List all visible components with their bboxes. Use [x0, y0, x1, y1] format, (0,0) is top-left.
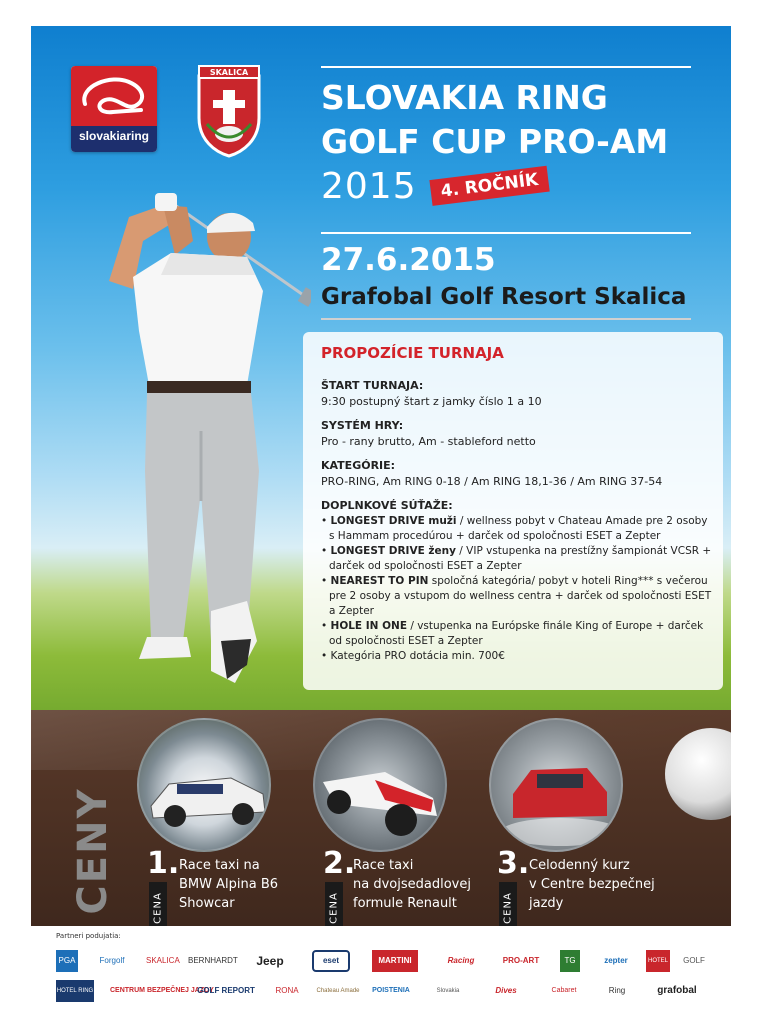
- section-categories: [321, 458, 716, 489]
- partner-logo: PRO-ART: [502, 956, 540, 965]
- prize-2-cena-text: CENA: [328, 892, 340, 924]
- section-extra: [321, 498, 716, 664]
- partner-logo: GOLF REPORT: [197, 986, 255, 995]
- extra-item-bold: HOLE IN ONE: [330, 620, 407, 632]
- partner-logo: HOTEL: [646, 950, 670, 972]
- prize-3-line-2: v Centre bezpečnej: [529, 877, 655, 892]
- prize-2-line-2: na dvojsedadlovej: [353, 877, 471, 892]
- prizes-label: [70, 786, 116, 916]
- partner-logo: BERNHARDT: [188, 956, 238, 965]
- prize-3-cena: [499, 882, 517, 926]
- prize-3-number: 3.: [497, 846, 530, 881]
- propositions-title: PROPOZÍCIE TURNAJA: [321, 344, 504, 362]
- poster: [31, 26, 731, 926]
- partner-logo: MARTINI: [372, 950, 418, 972]
- partner-logo: GOLF: [683, 956, 705, 965]
- partner-logo: TG: [560, 950, 580, 972]
- prize-2-text: [353, 856, 471, 913]
- extra-item-text: / vstupenka na Európske finále King of Europe + darček od spoločnosti ESET a Zepter: [329, 620, 704, 647]
- section-start: [321, 378, 716, 409]
- title-line-2: GOLF CUP PRO-AM: [321, 122, 669, 161]
- partner-logo: Dives: [495, 986, 517, 995]
- skid-car-icon: [491, 720, 623, 852]
- partner-logo: POISTENIA: [372, 987, 410, 994]
- extra-item: • Kategória PRO dotácia min. 700€: [321, 650, 505, 662]
- logo-ring-text: slovakiaring: [78, 129, 150, 143]
- golf-ball-icon: [663, 726, 731, 822]
- partner-logo: Forgolf: [99, 956, 125, 965]
- section-system-text: Pro - rany brutto, Am - stableford netto: [321, 435, 536, 448]
- extra-item: • NEAREST TO PIN spoločná kategória/ pobyt v hoteli Ring*** s večerou pre 2 osoby a vstupom do wellness centra + darček od spoločnosti ESET a Zepter: [321, 575, 712, 617]
- extra-item-bold: LONGEST DRIVE ženy: [330, 545, 456, 557]
- prize-3-line-3: jazdy: [529, 896, 564, 911]
- race-track-icon: [71, 66, 157, 126]
- title-rule-middle: [321, 232, 691, 234]
- partner-logo: HOTEL RING: [56, 980, 94, 1002]
- skalica-golf-club-crest: [193, 62, 265, 158]
- extra-item: • HOLE IN ONE / vstupenka na Európske finále King of Europe + darček od spoločnosti ESET a Zepter: [321, 620, 704, 647]
- prize-1-cena-text: CENA: [152, 892, 164, 924]
- extra-item-text: / VIP vstupenka na prestížny šampionát VCSR + darček od spoločnosti ESET a Zepter: [329, 545, 712, 572]
- prize-2-number: 2.: [323, 846, 356, 881]
- section-system: [321, 418, 716, 449]
- partner-logo: SKALICA: [146, 956, 180, 965]
- extra-item-text: / wellness pobyt v Chateau Amade pre 2 osoby s Hammam procedúrou + darček od spoločnosti ESET a Zepter: [329, 515, 708, 542]
- golfer-illustration: [51, 171, 311, 691]
- partner-logo: Cabaret: [551, 987, 577, 994]
- extra-item-text: Kategória PRO dotácia min. 700€: [330, 650, 505, 662]
- prize-1-text: [179, 856, 278, 913]
- partner-logo: Slovakia: [436, 988, 460, 994]
- event-venue: Grafobal Golf Resort Skalica: [321, 284, 687, 310]
- partner-logo: Racing: [447, 956, 475, 965]
- title-rule-top: [321, 66, 691, 68]
- extra-item-bold: LONGEST DRIVE muži: [330, 515, 457, 527]
- logo-red-area: [71, 66, 157, 126]
- formula-car-icon: [315, 720, 447, 852]
- edition-badge: 4. ROČNÍK: [429, 166, 549, 206]
- section-system-heading: SYSTÉM HRY:: [321, 419, 404, 432]
- prize-3-cena-text: CENA: [502, 892, 514, 924]
- extra-item: • LONGEST DRIVE muži / wellness pobyt v Chateau Amade pre 2 osoby s Hammam procedúrou + darček od spoločnosti ESET a Zepter: [321, 515, 708, 542]
- partners-label: Partneri podujatia:: [56, 932, 121, 940]
- crest-text: SKALICA: [209, 68, 249, 77]
- prize-2-cena: [325, 882, 343, 926]
- extra-item-text: spoločná kategória/ pobyt v hoteli Ring*** s večerou pre 2 osoby a vstupom do wellness centra + darček od spoločnosti ESET a Zepter: [329, 575, 712, 617]
- partner-logo: Jeep: [256, 954, 284, 968]
- prize-1-line-3: Showcar: [179, 896, 235, 911]
- prizes-label-text: CENY: [70, 787, 116, 915]
- prize-1-cena: [149, 882, 167, 926]
- section-categories-heading: KATEGÓRIE:: [321, 459, 396, 472]
- section-categories-text: PRO-RING, Am RING 0-18 / Am RING 18,1-36 / Am RING 37-54: [321, 475, 663, 488]
- prize-1-number: 1.: [147, 846, 180, 881]
- prize-1-photo: [137, 718, 271, 852]
- title-rule-bottom: [321, 318, 691, 320]
- prize-1-line-2: BMW Alpina B6: [179, 877, 279, 892]
- slovakia-ring-logo: [71, 66, 157, 152]
- prize-2-line-1: Race taxi: [353, 858, 414, 873]
- partner-logo: Ring: [608, 986, 626, 995]
- section-start-heading: ŠTART TURNAJA:: [321, 379, 424, 392]
- partner-logo: zepter: [604, 956, 628, 965]
- partner-logo: Chateau Amade: [316, 988, 360, 994]
- partner-logo: CENTRUM BEZPEČNEJ JAZDY: [110, 987, 214, 994]
- section-extra-heading: DOPLNKOVÉ SÚŤAŽE:: [321, 499, 453, 512]
- extra-item-bold: NEAREST TO PIN: [330, 575, 429, 587]
- prize-3-line-1: Celodenný kurz: [529, 858, 630, 873]
- section-start-text: 9:30 postupný štart z jamky číslo 1 a 10: [321, 395, 542, 408]
- partner-logo: PGA: [56, 950, 78, 972]
- prize-3-photo: [489, 718, 623, 852]
- partner-logo: grafobal: [657, 985, 697, 996]
- event-year: 2015: [321, 166, 417, 207]
- title-line-1: SLOVAKIA RING: [321, 78, 608, 117]
- extra-item: • LONGEST DRIVE ženy / VIP vstupenka na prestížny šampionát VCSR + darček od spoločnosti ESET a Zepter: [321, 545, 712, 572]
- partner-logo: eset: [312, 950, 350, 972]
- prize-2-photo: [313, 718, 447, 852]
- race-car-icon: [139, 720, 271, 852]
- partner-logo: RONA: [275, 986, 299, 995]
- prize-2-line-3: formule Renault: [353, 896, 457, 911]
- event-date: 27.6.2015: [321, 242, 496, 278]
- prize-1-line-1: Race taxi na: [179, 858, 260, 873]
- prize-3-text: [529, 856, 655, 913]
